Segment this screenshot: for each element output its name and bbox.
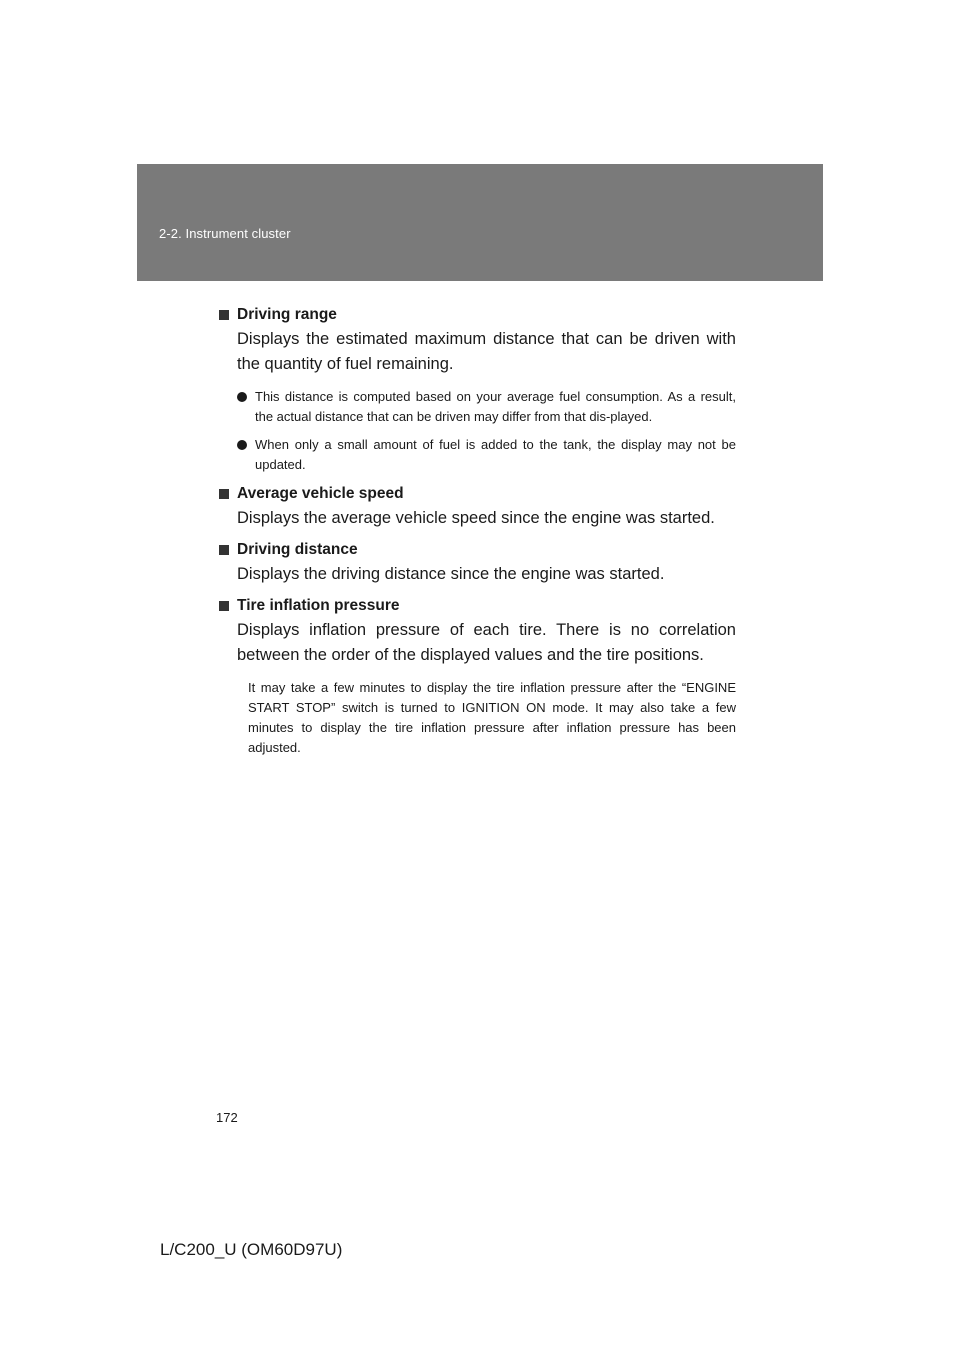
section-heading-text: Tire inflation pressure: [237, 597, 400, 614]
section-heading: [218, 539, 736, 561]
page-number: 172: [216, 1110, 238, 1125]
circle-bullet-icon: [237, 392, 247, 402]
bullet-text: This distance is computed based on your average fuel consumption. As a result, the actual distance that can be driven may differ from that dis-played.: [255, 389, 736, 424]
section-heading-text: Driving range: [237, 306, 337, 323]
section-tire-inflation-pressure: [218, 595, 736, 758]
section-heading: [218, 304, 736, 326]
square-bullet-icon: [219, 489, 229, 499]
section-description: Displays the estimated maximum distance that can be driven with the quantity of fuel remaining.: [237, 330, 736, 373]
section-driving-distance: [218, 539, 736, 587]
section-heading: [218, 595, 736, 617]
bullet-item: [237, 435, 736, 475]
section-heading-text: Driving distance: [237, 541, 358, 558]
header-band: [137, 164, 823, 281]
section-heading: [218, 483, 736, 505]
section-description: Displays inflation pressure of each tire. There is no correlation between the order of the displayed values and the tire positions.: [237, 621, 736, 664]
bullet-item: [237, 387, 736, 427]
square-bullet-icon: [219, 601, 229, 611]
section-description: Displays the driving distance since the engine was started.: [237, 565, 665, 583]
document-id: L/C200_U (OM60D97U): [160, 1240, 343, 1259]
section-description: Displays the average vehicle speed since the engine was started.: [237, 509, 715, 527]
square-bullet-icon: [219, 310, 229, 320]
section-average-vehicle-speed: [218, 483, 736, 531]
section-note: It may take a few minutes to display the tire inflation pressure after the “ENGINE START STOP” switch is turned to IGNITION ON mode. It may also take a few minutes to display the tire inflation pressure after inflation pressure has been adjusted.: [248, 680, 736, 755]
section-title: 2-2. Instrument cluster: [159, 226, 291, 241]
bullet-list: [218, 387, 736, 475]
square-bullet-icon: [219, 545, 229, 555]
page-content: [218, 304, 736, 766]
bullet-text: When only a small amount of fuel is added to the tank, the display may not be updated.: [255, 437, 736, 472]
circle-bullet-icon: [237, 440, 247, 450]
section-heading-text: Average vehicle speed: [237, 485, 404, 502]
section-driving-range: [218, 304, 736, 475]
